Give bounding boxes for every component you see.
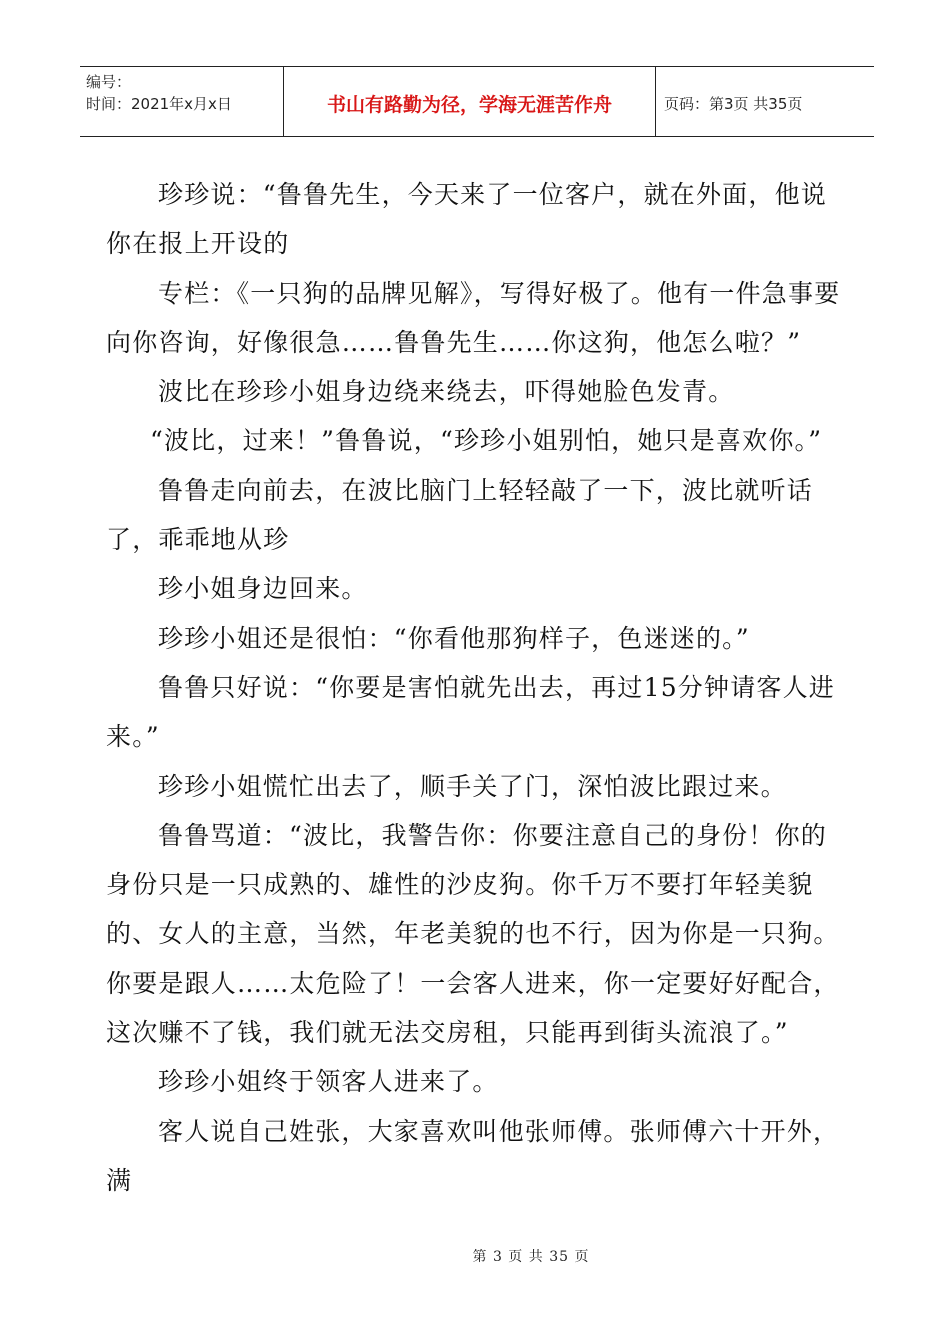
document-body (106, 170, 852, 1205)
paragraph: 珍小姐身边回来。 (158, 574, 368, 604)
paragraph: 波比在珍珍小姐身边绕来绕去，吓得她脸色发青。 (158, 377, 735, 407)
header-meta (80, 67, 284, 136)
paragraph: 珍珍小姐慌忙出去了，顺手关了门，深怕波比跟过来。 (158, 771, 787, 801)
paragraph: 客人说自己姓张，大家喜欢叫他张师傅。张师傅六十开外，满 (106, 1116, 840, 1195)
paragraph: 珍珍说：“鲁鲁先生，今天来了一位客户，就在外面，他说你在报上开设的 (106, 180, 827, 259)
serial-label: 编号： (86, 73, 132, 91)
header-page-code: 页码：第3页 共35页 (664, 95, 803, 113)
paragraph: 鲁鲁走向前去，在波比脑门上轻轻敲了一下，波比就听话了，乖乖地从珍 (106, 475, 814, 555)
date-label: 时间：2021年x月x日 (86, 95, 232, 113)
paragraph: 鲁鲁只好说：“你要是害怕就先出去，再过15分钟请客人进来。” (106, 672, 835, 752)
paragraph: 珍珍小姐还是很怕：“你看他那狗样子，色迷迷的。” (158, 623, 750, 653)
paragraph: 鲁鲁骂道：“波比，我警告你：你要注意自己的身份！你的身份只是一只成熟的、雄性的沙皮狗。你千万不要打年轻美貌的、女人的主意，当然，年老美貌的也不行，因为你是一只狗。你要是跟人……太危险了！一会客人进来，你一定要好好配合，这次赚不了钱，我们就无法交房租，只能再到街头流浪了。” (106, 820, 840, 1048)
page-footer: 第 3 页 共 35 页 (472, 1249, 590, 1265)
paragraph: “波比，过来！”鲁鲁说，“珍珍小姐别怕，她只是喜欢你。” (150, 426, 823, 456)
page-header (80, 66, 874, 137)
paragraph: 珍珍小姐终于领客人进来了。 (158, 1067, 499, 1097)
paragraph: 专栏：《一只狗的品牌见解》，写得好极了。他有一件急事要向你咨询，好像很急……鲁鲁先生……你这狗，他怎么啦？” (106, 278, 841, 357)
header-motto: 书山有路勤为径，学海无涯苦作舟 (284, 67, 656, 136)
